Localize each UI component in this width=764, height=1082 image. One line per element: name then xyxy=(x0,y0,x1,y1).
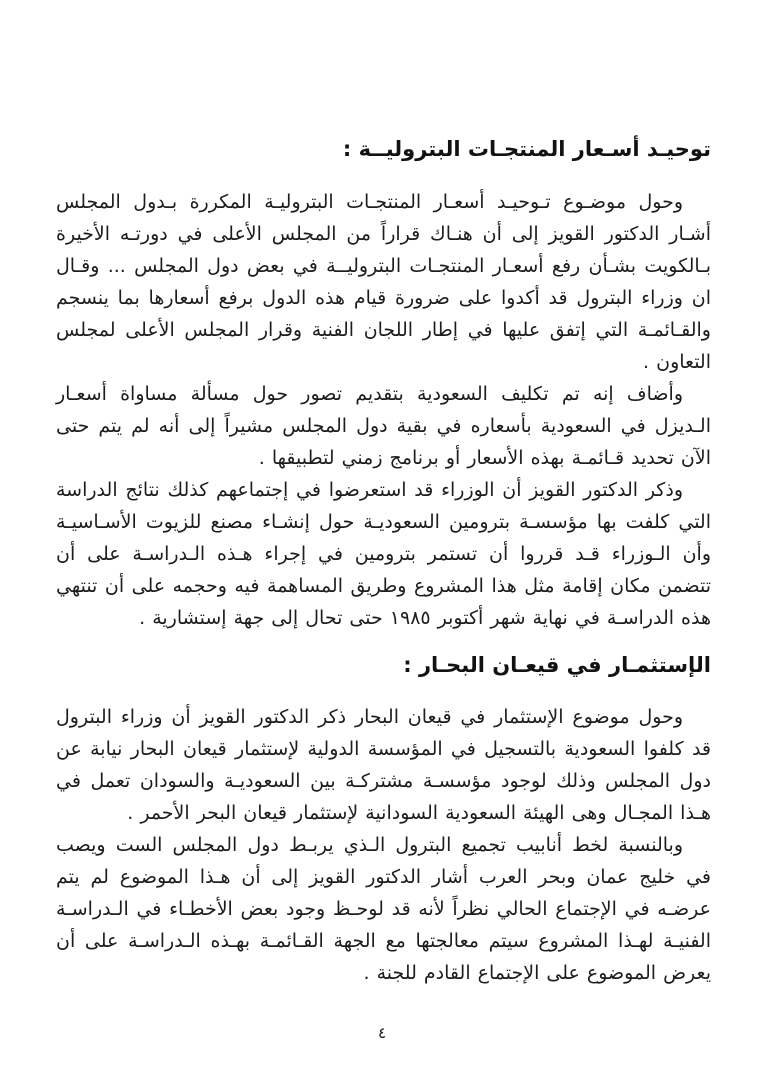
paragraph-diesel-price-equalization: وأضاف إنه تم تكليف السعودية بتقديم تصور حول مسألة مساواة أسعـار الـديزل في السعودية بأسعاره في بقية دول المجلس مشيراً إلى أنه لم يتم حتى الآن تحديد قـائمـة بهذه الأسعار أو برنامج زمني لتطبيقها . xyxy=(56,383,711,469)
paragraph-seabed-investment-intro: وحول موضوع الإستثمار في قيعان البحار ذكر الدكتور القويز أن وزراء البترول قد كلفوا السعودية بالتسجيل في المؤسسة الدولية لإستثمار قيعان البحار نيابة عن دول المجلس وذلك لوجود مؤسسـة مشتركـة بين السعوديـة والسودان تعمل في هـذا المجـال وهى الهيئة السعودية السودانية لإستثمار قيعان البحر الأحمر . xyxy=(56,706,711,824)
heading-seabed-investment: الإستثمـار في قيعـان البحـار : xyxy=(403,653,711,677)
page-number: ٤ xyxy=(377,1024,387,1042)
paragraph-price-unification-intro: وحول موضـوع تـوحيـد أسعـار المنتجـات البتروليـة المكررة بـدول المجلس أشـار الدكتور القويز إلى أن هنـاك قراراً من المجلس الأعلى في دورتـه الأخيرة بـالكويت بشـأن رفع أسعـار المنتجـات البتروليــة في بعض دول المجلس ... وقـال ان وزراء البترول قد أكدوا على ضرورة قيام هذه الدول برفع أسعارها بما ينسجم والقـائمـة التي إتفق عليها في إطار اللجان الفنية وقرار المجلس الأعلى لمجلس التعاون . xyxy=(56,191,711,373)
paragraph-oil-pipeline: وبالنسبة لخط أنابيب تجميع البترول الـذي يربـط دول المجلس الست ويصب في خليج عمان وبحر العرب أشار الدكتور القويز إلى أن هـذا الموضوع لم يتم عرضـه في الإجتماع الحالي نظراً لأنه قد لوحـظ وجود بعض الأخطـاء في الـدراسـة الفنيـة لهـذا المشروع سيتم معالجتها مع الجهة القـائمـة بهـذه الـدراسـة على أن يعرض الموضوع على الإجتماع القادم للجنة . xyxy=(56,834,711,984)
heading-petroleum-product-prices: توحيـد أسـعار المنتجـات البتروليــة : xyxy=(342,137,711,161)
paragraph-petromin-study: وذكر الدكتور القويز أن الوزراء قد استعرضوا في إجتماعهم كذلك نتائج الدراسة التي كلفت بها مؤسسـة بترومين السعوديـة حول إنشـاء مصنع للزيوت الأسـاسيـة وأن الـوزراء قـد قرروا أن تستمر بترومين في إجراء هـذه الـدراسـة على أن تتضمن مكان إقامة مثل هذا المشروع وطريق المساهمة فيه وحجمه على أن تنتهي هذه الدراسـة في نهاية شهر أكتوبر ١٩٨٥ حتى تحال إلى جهة إستشارية . xyxy=(56,479,711,629)
